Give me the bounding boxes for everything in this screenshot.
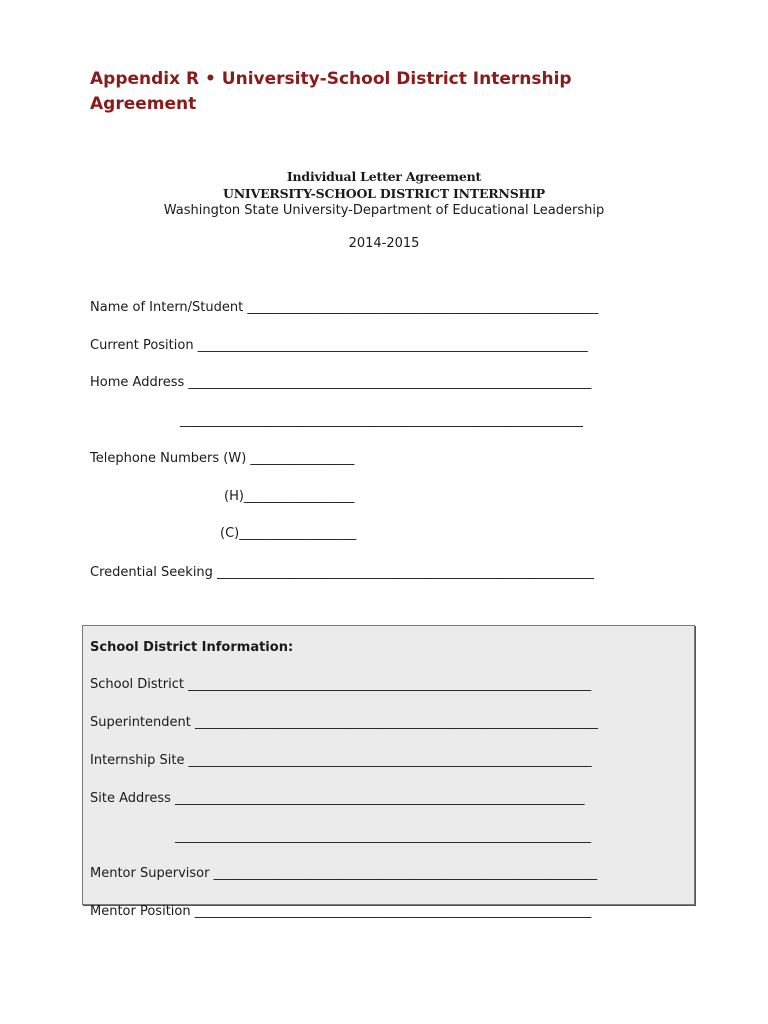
telephone-cell-field[interactable]: (C)__________________ <box>220 526 357 541</box>
appendix-title: Appendix R • University-School District Internship Agreement <box>90 69 572 114</box>
site-address-line-2[interactable]: ________________________________________________________________ <box>175 829 591 844</box>
header-line-3: Washington State University-Department of Educational Leadership <box>163 203 605 218</box>
telephone-home-field[interactable]: (H)_________________ <box>224 489 355 504</box>
mentor-supervisor-field[interactable]: Mentor Supervisor ___________________________________________________________ <box>90 866 598 881</box>
header-line-2: UNIVERSITY-SCHOOL DISTRICT INTERNSHIP <box>223 186 545 201</box>
header-line-1: Individual Letter Agreement <box>286 169 482 184</box>
superintendent-field[interactable]: Superintendent ______________________________________________________________ <box>90 715 598 730</box>
home-address-field[interactable]: Home Address ______________________________________________________________ <box>90 375 592 390</box>
intern-name-field[interactable]: Name of Intern/Student ______________________________________________________ <box>90 300 599 315</box>
credential-seeking-field[interactable]: Credential Seeking __________________________________________________________ <box>90 565 595 580</box>
internship-site-field[interactable]: Internship Site ______________________________________________________________ <box>90 753 592 768</box>
school-district-field[interactable]: School District ______________________________________________________________ <box>90 677 592 692</box>
telephone-work-field[interactable]: Telephone Numbers (W) ________________ <box>90 451 355 466</box>
academic-year: 2014-2015 <box>348 236 420 251</box>
current-position-field[interactable]: Current Position ____________________________________________________________ <box>90 338 588 353</box>
school-district-heading: School District Information: <box>90 640 294 655</box>
site-address-field[interactable]: Site Address _______________________________________________________________ <box>90 791 585 806</box>
mentor-position-field[interactable]: Mentor Position _____________________________________________________________ <box>90 904 592 919</box>
home-address-line-2[interactable]: ______________________________________________________________ <box>180 413 583 428</box>
agreement-header <box>0 168 768 219</box>
